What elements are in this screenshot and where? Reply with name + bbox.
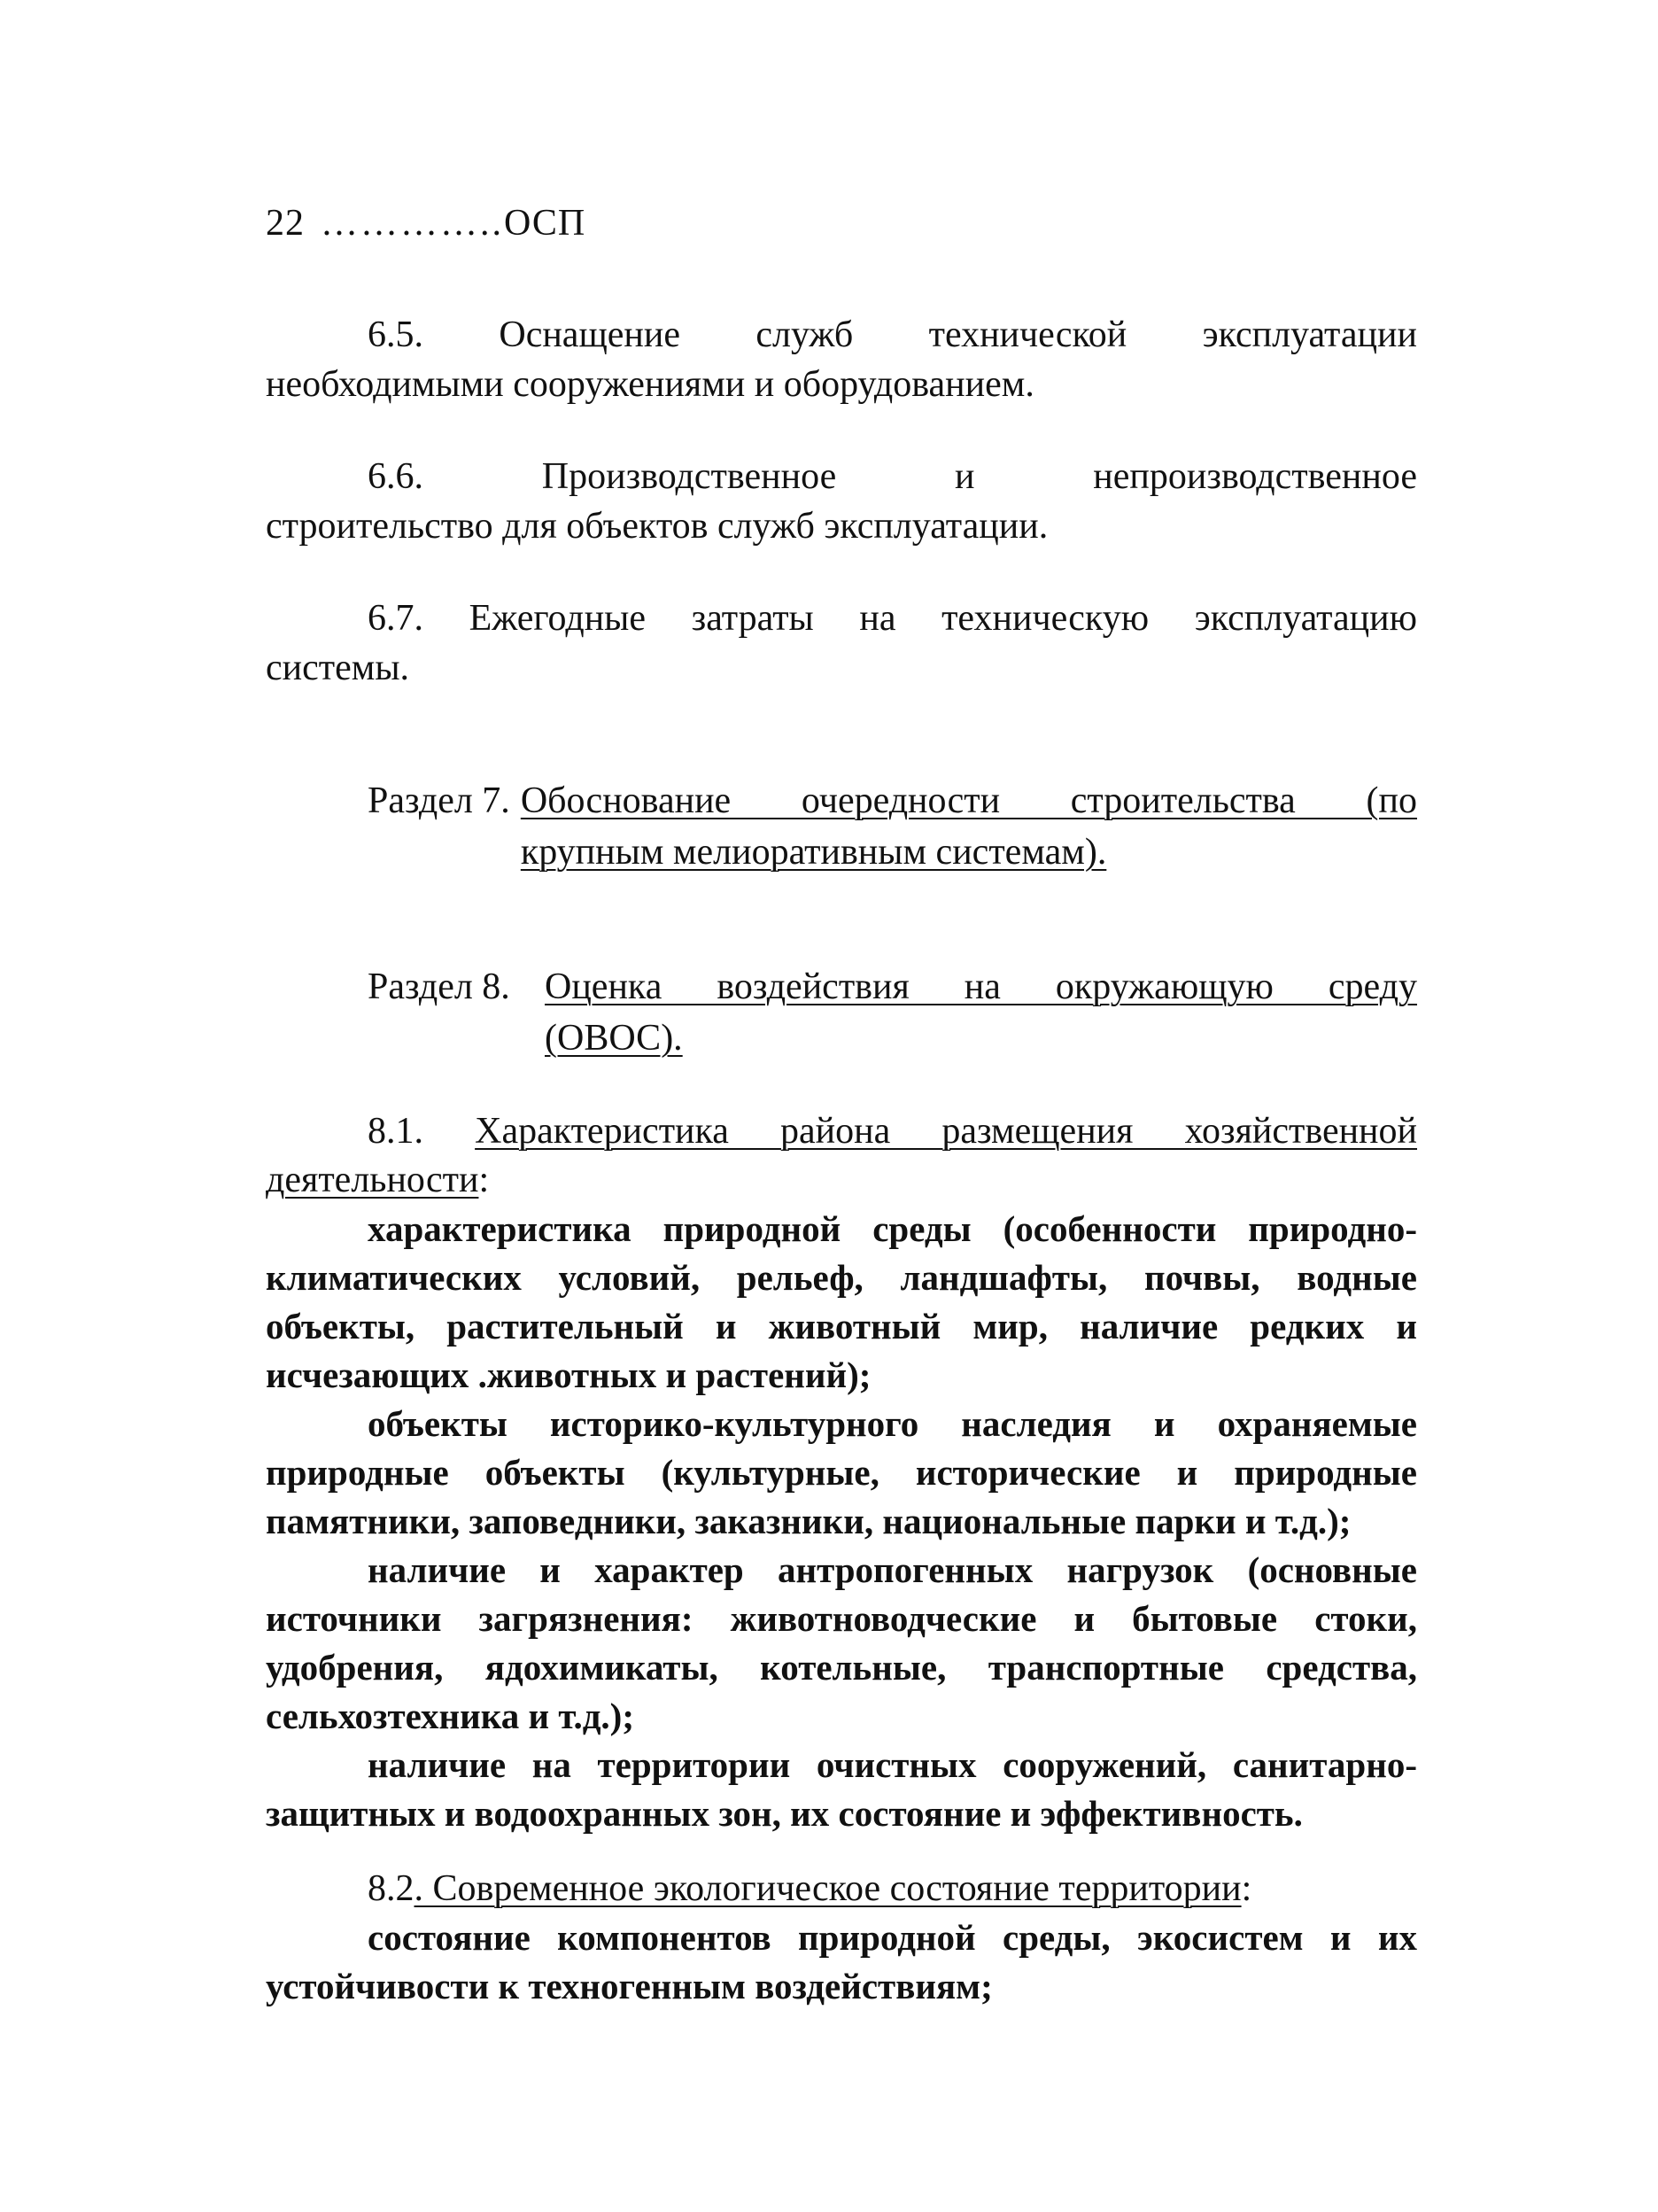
paragraph-line: природные объекты (культурные, исторические и природные [266, 1452, 1417, 1493]
subsection-8-2-title-text: . Современное экологическое состояние территории [414, 1868, 1242, 1909]
paragraph-line: исчезающих .животных и растений); [266, 1354, 872, 1395]
page-header [266, 202, 585, 244]
section-7-heading [368, 775, 1417, 878]
paragraph-line: сельхозтехника и т.д.); [266, 1696, 634, 1736]
item-6-5 [266, 310, 1417, 409]
paragraph-line: наличие и характер антропогенных нагрузок (основные [368, 1549, 1417, 1590]
paragraph-line: объекты историко-культурного наследия и охраняемые [368, 1403, 1417, 1444]
item-6-6 [266, 452, 1417, 551]
subsection-8-1-paragraph-1 [266, 1205, 1417, 1400]
section-8-title-line-2: (ОВОС). [545, 1018, 683, 1059]
item-6-7-line-1 [266, 594, 1417, 643]
subsection-8-2-title [266, 1865, 1417, 1913]
paragraph-line: устойчивости к техногенным воздействиям; [266, 1966, 993, 2006]
item-6-7-line-2: системы. [266, 648, 410, 688]
subsection-8-1-title-line-2 [266, 1156, 1417, 1205]
section-8-heading [368, 961, 1417, 1064]
subsection-8-1-number: 8.1. [368, 1111, 423, 1152]
paragraph-line: наличие на территории очистных сооружений, санитарно- [368, 1744, 1417, 1785]
subsection-8-2-colon: : [1241, 1868, 1252, 1909]
subsection-8-1-colon: : [478, 1160, 490, 1200]
header-dots: ………….. [321, 203, 504, 244]
subsection-8-1-title-text-1: Характеристика района размещения хозяйственной [475, 1111, 1418, 1152]
section-7-title-line-1: Обоснование очередности строительства (по [520, 780, 1417, 821]
subsection-8-1-paragraph-4 [266, 1741, 1417, 1838]
paragraph-line: удобрения, ядохимикаты, котельные, транспортные средства, [266, 1647, 1417, 1688]
paragraph-line: источники загрязнения: животноводческие и бытовые стоки, [266, 1598, 1417, 1639]
item-6-6-text-1: Производственное и непроизводственное [541, 456, 1417, 497]
item-6-7-number: 6.7. [368, 598, 423, 639]
item-6-7 [266, 594, 1417, 693]
subsection-8-2-number: 8.2 [368, 1868, 414, 1909]
section-8-title-line-1: Оценка воздействия на окружающую среду [545, 966, 1417, 1007]
paragraph-line: климатических условий, рельеф, ландшафты, почвы, водные [266, 1257, 1417, 1298]
paragraph-line: памятники, заповедники, заказники, национальные парки и т.д.); [266, 1501, 1352, 1541]
section-8-title [545, 961, 1417, 1064]
item-6-6-number: 6.6. [368, 456, 423, 497]
paragraph-line: характеристика природной среды (особенности природно- [368, 1208, 1417, 1249]
paragraph-line: объекты, растительный и животный мир, наличие редких и [266, 1306, 1417, 1347]
item-6-7-text-1: Ежегодные затраты на техническую эксплуатацию [469, 598, 1417, 639]
subsection-8-1-title-line-1 [266, 1107, 1417, 1156]
subsection-8-1 [266, 1107, 1417, 1838]
paragraph-line: состояние компонентов природной среды, экосистем и их [368, 1917, 1417, 1958]
document-code: ОСП [504, 203, 586, 244]
section-7-title [510, 775, 1417, 878]
section-8-title-line-2-wrap [545, 1013, 1417, 1064]
subsection-8-2 [266, 1865, 1417, 2011]
subsection-8-1-paragraph-2 [266, 1400, 1417, 1546]
section-7-title-line-2: крупным мелиоративным системам). [520, 832, 1107, 873]
item-6-5-text-1: Оснащение служб технической эксплуатации [499, 314, 1417, 355]
item-6-5-line-1 [266, 310, 1417, 360]
subsection-8-1-title-text-2: деятельности [266, 1160, 479, 1200]
section-7-title-line-2-wrap [521, 827, 1417, 878]
section-8-label: Раздел 8. [368, 966, 510, 1007]
paragraph-line: защитных и водоохранных зон, их состояние и эффективность. [266, 1793, 1303, 1834]
item-6-5-number: 6.5. [368, 314, 423, 355]
section-7-label: Раздел 7. [368, 780, 510, 821]
item-6-6-line-1 [266, 452, 1417, 501]
subsection-8-1-paragraph-3 [266, 1546, 1417, 1741]
page-number: 22 [266, 203, 305, 244]
item-6-5-line-2: необходимыми сооружениями и оборудованием. [266, 364, 1034, 405]
item-6-6-line-2: строительство для объектов служб эксплуатации. [266, 506, 1049, 547]
